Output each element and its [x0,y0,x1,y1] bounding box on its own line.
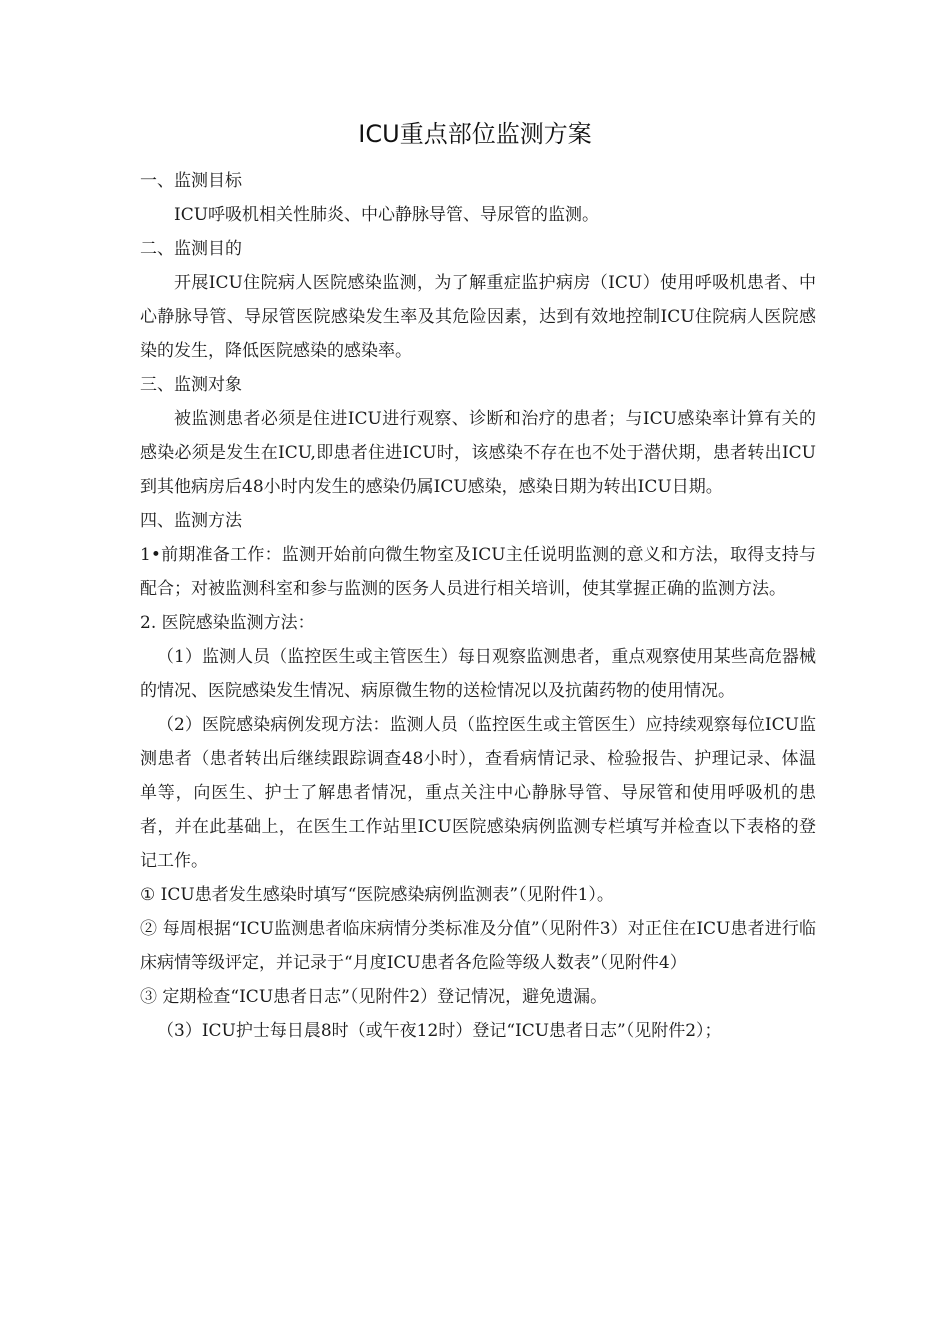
section-heading-methods: 四、监测方法 [140,511,242,531]
methods-item-preparation: 1•前期准备工作：监测开始前向微生物室及ICU主任说明监测的意义和方法，取得支持与配合；对被监测科室和参与监测的医务人员进行相关培训，使其掌握正确的监测方法。 [140,545,816,599]
section-heading-target: 一、监测目标 [140,171,242,191]
section-text-purpose: 开展ICU住院病人医院感染监测，为了解重症监护病房（ICU）使用呼吸机患者、中心静脉导管、导尿管医院感染发生率及其危险因素，达到有效地控制ICU住院病人医院感染的发生，降低医院感染的感染率。 [140,273,816,361]
methods-circled-item-2: ② 每周根据“ICU监测患者临床病情分类标准及分值”（见附件3）对正住在ICU患者进行临床病情等级评定，并记录于“月度ICU患者各危险等级人数表”（见附件4） [140,919,816,973]
section-text-target: ICU呼吸机相关性肺炎、中心静脉导管、导尿管的监测。 [174,205,600,225]
section-text-subjects: 被监测患者必须是住进ICU进行观察、诊断和治疗的患者；与ICU感染率计算有关的感染必须是发生在ICU,即患者住进ICU时，该感染不存在也不处于潜伏期，患者转出ICU到其他病房后48小时内发生的感染仍属ICU感染，感染日期为转出ICU日期。 [140,409,816,497]
page-title: ICU重点部位监测方案 [358,120,592,148]
methods-circled-item-1: ① ICU患者发生感染时填写“医院感染病例监测表”（见附件1）。 [140,885,614,905]
document-body [140,164,816,1048]
methods-circled-item-3: ③ 定期检查“ICU患者日志”（见附件2）登记情况，避免遗漏。 [140,987,608,1007]
methods-sub-nurse-log: （3）ICU护士每日晨8时（或午夜12时）登记“ICU患者日志”（见附件2）； [157,1021,722,1041]
section-heading-subjects: 三、监测对象 [140,375,242,395]
methods-item-monitoring: 2. 医院感染监测方法： [140,613,315,633]
methods-sub-daily-observation: （1）监测人员（监控医生或主管医生）每日观察监测患者，重点观察使用某些高危器械的情况、医院感染发生情况、病原微生物的送检情况以及抗菌药物的使用情况。 [140,647,816,701]
section-heading-purpose: 二、监测目的 [140,239,242,259]
methods-sub-case-discovery: （2）医院感染病例发现方法：监测人员（监控医生或主管医生）应持续观察每位ICU监测患者（患者转出后继续跟踪调查48小时），查看病情记录、检验报告、护理记录、体温单等，向医生、护士了解患者情况，重点关注中心静脉导管、导尿管和使用呼吸机的患者，并在此基础上，在医生工作站里ICU医院感染病例监测专栏填写并检查以下表格的登记工作。 [140,715,816,871]
